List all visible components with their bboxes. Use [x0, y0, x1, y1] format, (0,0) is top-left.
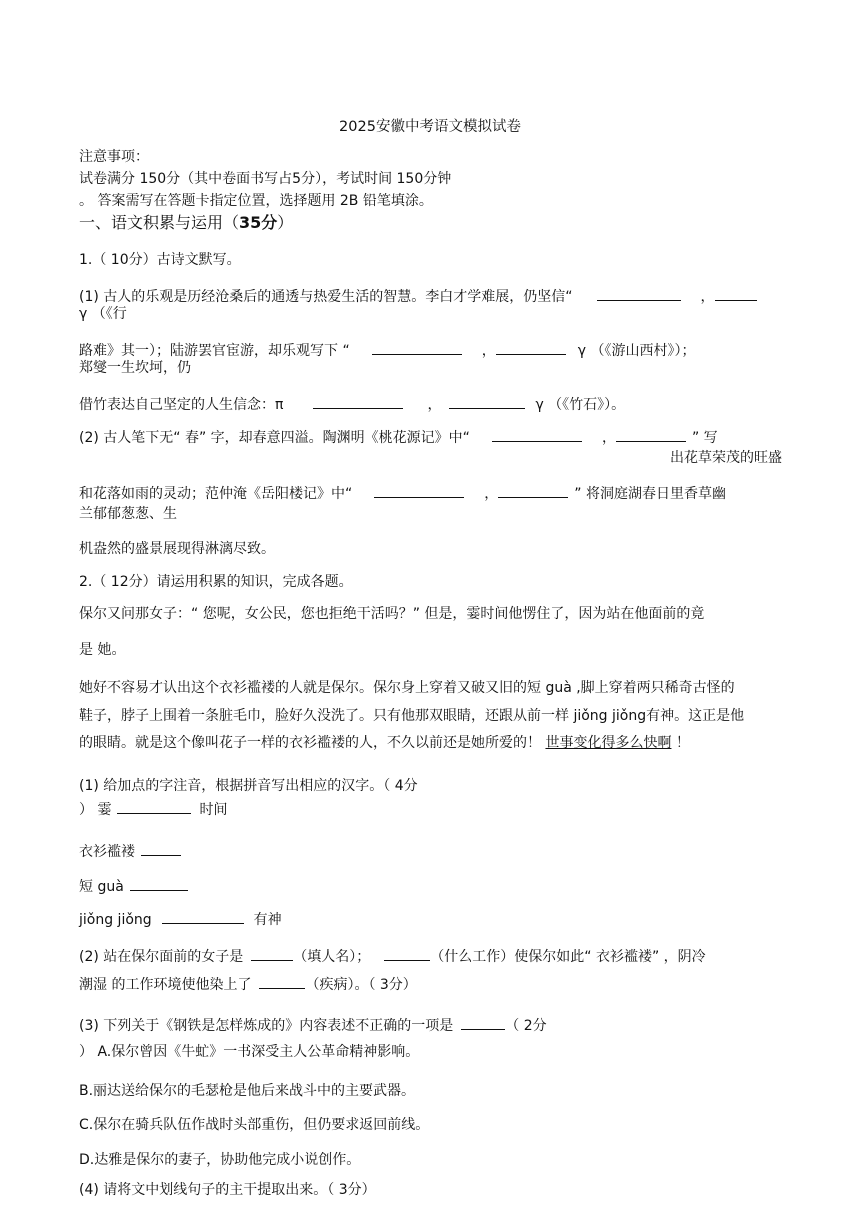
q1-p1-text-c: 路难》其一）；陆游罢官宦游，却乐观写下 “: [79, 343, 350, 359]
q1-p2-text-a: (2) 古人笔下无“ 春” 字，却春意四溢。陶渊明《桃花源记》中“: [79, 430, 470, 446]
q2-s2-line-a: [79, 946, 782, 967]
q2-s3-text: (3) 下列关于《钢铁是怎样炼成的》内容表述不正确的一项是: [79, 1018, 454, 1034]
q2-s1-item-3: [79, 909, 782, 930]
q2-s1-item-2: [79, 876, 782, 897]
q2-s2-text: 潮湿 的工作环境使他染上了: [79, 977, 252, 993]
q2-s2-text-end: （疾病）。（ 3分）: [305, 977, 417, 993]
q2-passage-line-2: 是 她。: [79, 642, 126, 658]
q2-s1-item-0: [79, 799, 782, 820]
q1-p2-comma: ，: [484, 486, 499, 502]
underlined-sentence: 世事变化得多么快啊: [545, 735, 672, 751]
answer-blank[interactable]: [162, 909, 244, 924]
q1-heading: 1.（ 10分）古诗文默写。: [79, 252, 241, 268]
q1-p2-text-c-end: ” 将洞庭湖春日里香草幽: [574, 486, 726, 502]
answer-blank[interactable]: [498, 483, 568, 498]
page-title: 2025安徽中考语文模拟试卷: [339, 119, 521, 135]
section-1-score: 35分: [239, 213, 278, 232]
notice-heading: 注意事项：: [79, 149, 149, 165]
q1-p2-line-c: [79, 483, 782, 504]
section-1-prefix: 一、语文积累与运用（: [79, 213, 240, 232]
q1-p1-line-b: γ （《行: [79, 306, 127, 322]
answer-blank[interactable]: [372, 340, 462, 355]
section-1-heading: [79, 213, 782, 233]
q1-p2-text-c: 和花落如雨的灵动；范仲淹《岳阳楼记》中“: [79, 486, 353, 502]
q2-s2-text: (2) 站在保尔面前的女子是: [79, 949, 244, 965]
q1-p1-text-e: 借竹表达自己坚定的人生信念：π: [79, 397, 284, 413]
q1-p2-line-b: 出花草荣茂的旺盛: [670, 450, 782, 466]
q2-passage-line-5: [79, 733, 782, 753]
answer-blank[interactable]: [259, 974, 305, 989]
notice-line-1: 试卷满分 150分（其中卷面书写占5分），考试时间 150分钟: [79, 171, 452, 187]
q2-s3-option-a: ） A.保尔曾因《牛虻》一书深受主人公革命精神影响。: [79, 1044, 420, 1060]
answer-blank[interactable]: [449, 394, 525, 409]
notice-line-2: 。 答案需写在答题卡指定位置，选择题用 2B 铅笔填涂。: [79, 193, 433, 209]
q1-p1-text-e-end: γ （《竹石》）。: [535, 397, 626, 413]
q1-p1-text-c-end: γ （《游山西村》）；: [577, 343, 696, 359]
answer-blank[interactable]: [492, 427, 582, 442]
q1-p1-line-e: [79, 394, 782, 415]
q2-heading: 2.（ 12分）请运用积累的知识，完成各题。: [79, 574, 353, 590]
answer-blank[interactable]: [597, 286, 681, 301]
answer-blank[interactable]: [117, 799, 191, 814]
q2-s3-heading: [79, 1015, 782, 1036]
q1-p1-comma: ，: [700, 289, 715, 305]
q2-s1-text: ） 霎: [79, 802, 112, 818]
q1-p2-line-a: [79, 427, 782, 448]
q2-s1-heading: (1) 给加点的字注音，根据拼音写出相应的汉字。（ 4分: [79, 778, 418, 794]
q2-s3-option-c: C.保尔在骑兵队伍作战时头部重伤，但仍要求返回前线。: [79, 1117, 430, 1133]
answer-blank[interactable]: [496, 340, 566, 355]
q1-p2-comma: ，: [601, 430, 616, 446]
q2-passage-line-4: 鞋子，脖子上围着一条脏毛巾，脸好久没洗了。只有他那双眼睛，还跟从前一样 jiǒng jiǒng有神。这正是他: [79, 708, 745, 724]
q2-s1-text-end: 时间: [199, 802, 228, 818]
q2-s1-word: jiǒng jiǒng: [79, 912, 152, 928]
answer-blank[interactable]: [461, 1015, 505, 1030]
answer-blank[interactable]: [616, 427, 686, 442]
q2-s1-word-end: 有神: [253, 912, 282, 928]
q1-p2-line-d: 兰郁郁葱葱、生: [79, 506, 177, 522]
q1-p1-text-a: (1) 古人的乐观是历经沧桑后的通透与热爱生活的智慧。李白才学难展，仍坚信“: [79, 289, 573, 305]
answer-blank[interactable]: [715, 286, 757, 301]
q2-s3-option-b: B.丽达送给保尔的毛瑟枪是他后来战斗中的主要武器。: [79, 1083, 416, 1099]
q2-s2-text: （什么工作）使保尔如此“ 衣衫褴褛” ，阴冷: [430, 949, 706, 965]
answer-blank[interactable]: [374, 483, 464, 498]
answer-blank[interactable]: [251, 946, 293, 961]
q2-passage-line-3: 她好不容易才认出这个衣衫褴褛的人就是保尔。保尔身上穿着又破又旧的短 guà ,脚上穿着两只稀奇古怪的: [79, 680, 735, 696]
q2-s1-word: 短 guà: [79, 879, 124, 895]
q2-s4-heading: (4) 请将文中划线句子的主干提取出来。（ 3分）: [79, 1182, 376, 1198]
q2-passage-line-1: 保尔又问那女子：“ 您呢，女公民，您也拒绝干活吗？” 但是，霎时间他愣住了，因为站在他面前的竟: [79, 606, 705, 622]
q1-p2-text-a-end: ” 写: [691, 430, 718, 446]
q2-passage-text: 的眼睛。就是这个像叫花子一样的衣衫褴褛的人，不久以前还是她所爱的！: [79, 735, 546, 751]
q2-s2-line-b: [79, 974, 782, 995]
section-1-suffix: ）: [277, 213, 294, 232]
q1-p2-line-e: 机盎然的盛景展现得淋漓尽致。: [79, 541, 275, 557]
answer-blank[interactable]: [313, 394, 403, 409]
q2-s3-option-d: D.达雅是保尔的妻子，协助他完成小说创作。: [79, 1152, 361, 1168]
q1-p1-comma: ，: [427, 397, 442, 413]
q1-p1-comma: ，: [481, 343, 496, 359]
q2-s1-word: 衣衫褴褛: [79, 844, 135, 860]
answer-blank[interactable]: [130, 876, 188, 891]
q2-s1-item-1: [79, 841, 782, 862]
answer-blank[interactable]: [384, 946, 430, 961]
q2-passage-end: ！: [671, 735, 690, 751]
q1-p1-line-d: 郑燮一生坎坷，仍: [79, 360, 191, 376]
answer-blank[interactable]: [141, 841, 181, 856]
q2-s2-text: （填人名）；: [293, 949, 371, 965]
q2-s3-text-end: （ 2分: [505, 1018, 547, 1034]
